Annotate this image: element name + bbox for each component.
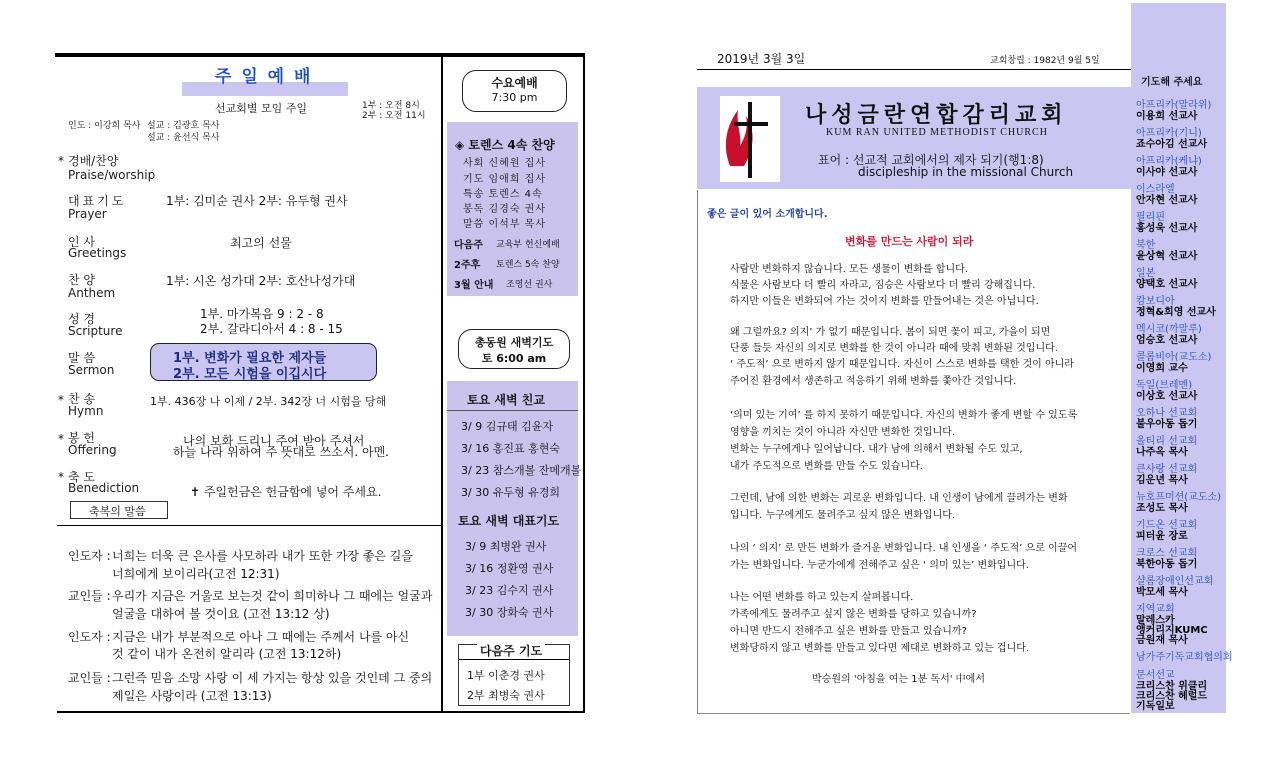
wednesday-title: 수요예배 — [491, 76, 538, 90]
reading-line: 지금은 내가 부분적으로 아나 그 때에는 주께서 나를 아신 — [112, 630, 410, 644]
motto-en: discipleship in the missional Church — [858, 165, 1074, 179]
order-item-en: Offering — [68, 443, 117, 457]
prayer-location: 오하나 선교회 — [1136, 408, 1198, 419]
order-item-en: Benediction — [68, 481, 140, 495]
prayer-missionary: 피터윤 장로 — [1136, 531, 1188, 542]
prayer-missionary: 안자현 선교사 — [1136, 195, 1198, 206]
next-prayer-title: 다음주 기도 — [477, 642, 545, 659]
cross-flame-icon — [720, 96, 780, 182]
blessing-rule — [57, 525, 441, 526]
service-time-2: 2부 : 오전 11시 — [362, 111, 426, 121]
top-rule — [55, 53, 585, 57]
offering-line-1: 나의 보화 드리니 주여 받아 주셔서 — [183, 434, 365, 448]
essay-line: ‘의미 있는 기여’ 를 하지 못하기 때문입니다. 자신의 변화가 좋게 변할 수 있도록 — [730, 410, 1078, 421]
order-item-en: Prayer — [68, 207, 107, 221]
essay-line: 가족에게도 물려주고 싶지 않은 변화를 당하고 있습니까? — [730, 609, 977, 620]
dawn-prayer-pill — [458, 329, 570, 369]
order-mark: * — [58, 154, 64, 168]
prayer-location: 일본 — [1136, 268, 1156, 279]
order-item-ko: 성 경 — [68, 312, 95, 326]
scripture-2: 2부. 갈라디아서 4 : 8 - 15 — [200, 322, 343, 336]
prayer-location: 독일(브레멘) — [1136, 380, 1193, 391]
prayer-missionary: 죠수아김 선교사 — [1136, 139, 1208, 150]
hymns: 1부. 436장 나 이제 / 2부. 342장 너 시험을 당해 — [150, 395, 387, 408]
prayer-missionary: 박모세 목사 — [1136, 587, 1188, 598]
sermon-title-box — [150, 343, 377, 381]
order-item-ko: 대표기도 — [68, 194, 127, 208]
essay-line: 영향을 끼치는 것이 아니라 자신만 변화한 것입니다. — [730, 427, 956, 438]
dawn-time: 토 6:00 am — [481, 352, 547, 365]
prayer-missionary: 김운년 목사 — [1136, 475, 1188, 486]
founded-date: 교회창립 : 1982년 9월 5일 — [990, 56, 1100, 66]
order-item-ko: 봉 헌 — [68, 431, 95, 445]
schedule-value: 토렌스 5속 찬양 — [496, 260, 560, 270]
order-mark: * — [58, 470, 64, 484]
essay-bottom-border — [697, 713, 1130, 714]
prayer-missionary: 나주옥 목사 — [1136, 447, 1188, 458]
schedule-key: 2주후 — [454, 260, 481, 271]
order-item-en: Hymn — [68, 404, 104, 418]
reading-line: 것 같이 내가 온전히 알리라 (고전 13:12하) — [112, 647, 342, 661]
prayer-missionary: 이사야 선교사 — [1136, 167, 1198, 178]
essay-line: 왜 그럴까요? 의지’ 가 없기 때문입니다. 봄이 되면 꽃이 피고, 가을이 되면 — [730, 327, 1051, 338]
prayer-location: 큰사랑 선교회 — [1136, 464, 1198, 475]
prayer-location: 캄보디아 — [1136, 296, 1175, 307]
prayer-missionary: 크리스찬 위클리 — [1136, 681, 1208, 692]
order-mark: * — [58, 393, 64, 407]
essay-line: 변화당하지 않고 변화를 만들고 있다면 제대로 변화하고 있는 겁니다. — [730, 643, 1030, 654]
essay-line: 식물은 사람보다 더 빨리 자라고, 짐승은 사람보다 더 빨리 강해집니다. — [730, 280, 1036, 291]
prayer-missionary: 조성도 목사 — [1136, 503, 1188, 514]
greeting-title: 최고의 선물 — [230, 236, 292, 250]
prayer-leaders: 1부: 김미순 권사 2부: 유두형 권사 — [166, 194, 348, 208]
prayer-missionary: 이용희 선교사 — [1136, 111, 1198, 122]
order-item-en: Anthem — [68, 286, 116, 300]
sermon-title-1: 1부. 변화가 필요한 제자들 — [173, 351, 327, 366]
blessing-label: 축복의 말씀 — [89, 505, 146, 518]
saturday-row: 3/ 30 유두형 유경희 — [461, 486, 560, 499]
reading-line: 얼굴을 대하여 볼 것이요 (고전 13:12 상) — [112, 607, 330, 621]
order-item-en: Greetings — [68, 246, 127, 260]
order-item-en: Sermon — [68, 363, 115, 377]
service-time-1: 1부 : 오전 8시 — [362, 101, 420, 111]
leader: 인도 : 이강희 목사 — [68, 121, 141, 131]
essay-line: 하지만 이들은 변화되어 가는 것이지 변화를 만들어내는 것은 아닙니다. — [730, 296, 1039, 307]
district-row: 봉독 김경숙 권사 — [463, 204, 546, 215]
saturday-title: 토요 새벽 친교 — [467, 393, 545, 407]
saturday-prayer-row: 3/ 23 김수지 권사 — [465, 584, 554, 597]
reading-line: 너희에게 보이리라(고전 12:31) — [112, 567, 280, 581]
essay-line: 입니다. 누구에게도 물려주고 싶지 않은 변화입니다. — [730, 510, 956, 521]
saturday-prayer-row: 3/ 30 장화숙 권사 — [465, 606, 554, 619]
essay-line: ‘ 주도적’ 으로 변하지 않기 때문입니다. 자신이 스스로 변화를 택한 것이 아니라 — [730, 359, 1074, 370]
reading-line: 너희는 더욱 큰 은사를 사모하라 내가 또한 가장 좋은 길을 — [112, 549, 413, 563]
prayer-location: 지역교회 — [1136, 604, 1175, 615]
dawn-title: 총동원 새벽기도 — [474, 336, 554, 349]
page-title: 주 일 예 배 — [215, 67, 313, 87]
essay-line: 그런데, 남에 의한 변화는 괴로운 변화입니다. 내 인생이 남에게 끌려가는 변화 — [730, 493, 1068, 504]
prayer-missionary: 북한아동 돕기 — [1136, 559, 1198, 570]
prayer-location: 콜롬비아(교도소) — [1136, 352, 1212, 363]
essay-line: 내가 주도적으로 변화를 만들 수도 있습니다. — [730, 461, 923, 472]
next-prayer-box — [458, 644, 570, 706]
prayer-location: 멕시코(까말루) — [1136, 324, 1202, 335]
service-name: 선교회별 모임 주일 — [215, 102, 308, 115]
prayer-missionary: 불우아동 돕기 — [1136, 419, 1198, 430]
saturday-prayer-row: 3/ 9 최병완 권사 — [465, 540, 547, 553]
preacher-2: 설교 : 윤선식 목사 — [147, 133, 220, 143]
saturday-rule — [447, 410, 578, 411]
prayer-location: 샬롬장애인선교회 — [1136, 576, 1214, 587]
essay-line: 나의 ‘ 의지’ 로 만든 변화가 즐거운 변화입니다. 내 인생을 ‘ 주도적’ 으로 이끌어 — [730, 543, 1078, 554]
prayer-title: 기도해 주세요 — [1141, 77, 1203, 88]
essay-line: 아니면 반드시 전해주고 싶은 변화를 만들고 있습니까? — [730, 626, 967, 637]
preacher-1: 설교 : 김광호 목사 — [147, 121, 220, 131]
saturday-row: 3/ 16 홍진표 홍현숙 — [461, 442, 560, 455]
bottom-rule — [57, 711, 585, 713]
order-item-ko: 인 사 — [68, 235, 95, 249]
essay-left-border — [697, 190, 698, 714]
prayer-location: 문서선교 — [1136, 670, 1175, 681]
district-row: 말씀 이석부 목사 — [463, 219, 546, 230]
order-item-ko: 찬 양 — [68, 273, 95, 287]
wednesday-time: 7:30 pm — [491, 91, 538, 104]
prayer-missionary: 양택호 선교사 — [1136, 279, 1198, 290]
prayer-location: 아프리카(기니) — [1136, 128, 1202, 139]
district-row: 사회 신혜원 집사 — [463, 158, 546, 169]
prayer-missionary: 앵커리지KUMC — [1136, 625, 1208, 636]
prayer-missionary: 정혁&희영 선교사 — [1136, 307, 1216, 318]
order-item-ko: 경배/찬양 — [68, 154, 119, 168]
saturday-row: 3/ 9 김규태 김윤자 — [461, 420, 553, 433]
right-edge-rule — [583, 57, 585, 713]
prayer-missionary: 금원재 목사 — [1136, 635, 1188, 646]
district-row: 특송 토렌스 4속 — [463, 189, 543, 200]
district-title: ◈ 토렌스 4속 찬양 — [455, 138, 555, 152]
schedule-key: 다음주 — [454, 240, 483, 251]
prayer-missionary: 홍성욱 선교사 — [1136, 223, 1198, 234]
prayer-missionary: 기독일보 — [1136, 701, 1175, 712]
prayer-location: 올티리 선교회 — [1136, 436, 1198, 447]
prayer-missionary: 이상호 선교사 — [1136, 391, 1198, 402]
essay-line: 사람만 변화하지 않습니다. 모든 생물이 변화를 합니다. — [730, 264, 968, 275]
date-rule — [697, 69, 1131, 70]
date: 2019년 3월 3일 — [717, 52, 806, 66]
reading-line: 제일은 사랑이라 (고전 13:13) — [112, 689, 272, 703]
blessing-label-box — [70, 501, 168, 519]
order-item-en: Scripture — [68, 324, 123, 338]
prayer-missionary: 엄승호 선교사 — [1136, 335, 1198, 346]
order-item-ko: 축 도 — [68, 470, 95, 484]
essay-line: 주어진 환경에서 생존하고 적응하기 위해 변화를 쫓아간 것입니다. — [730, 376, 1017, 387]
essay-intro: 좋은 글이 있어 소개합니다. — [707, 209, 828, 220]
motto-ko: 표어 : 선교적 교회에서의 제자 되기(행1:8) — [818, 153, 1044, 167]
prayer-location: 아프리카(케냐) — [1136, 156, 1202, 167]
reader-role: 교인들 : — [68, 671, 111, 685]
prayer-missionary: 이영희 교수 — [1136, 363, 1188, 374]
essay-title: 변화를 만드는 사람이 되라 — [845, 235, 974, 248]
reader-role: 인도자 : — [68, 630, 111, 644]
essay-line: 단풍 들듯 자신의 의지로 변화를 한 것이 아니라 때에 맞춰 변화된 것입니다. — [730, 343, 1058, 354]
prayer-location: 남가주기독교회협의회 — [1136, 652, 1233, 663]
prayer-location: 북한 — [1136, 240, 1156, 251]
church-logo — [720, 96, 780, 182]
prayer-location: 뉴호프미션(교도소) — [1136, 492, 1222, 503]
essay-source: 박승원의 '아침을 여는 1분 독서' 中에서 — [812, 674, 985, 685]
prayer-location: 필리핀 — [1136, 212, 1165, 223]
prayer-location: 아프리카(말라위) — [1136, 100, 1212, 111]
scripture-1: 1부. 마가복음 9 : 2 - 8 — [200, 307, 324, 321]
prayer-missionary: 말레스카 — [1136, 615, 1175, 626]
order-item-en: Praise/worship — [68, 168, 156, 182]
schedule-value: 조영선 권사 — [506, 280, 553, 290]
offering-line-2: 하늘 나라 위하여 주 뜻대로 쓰소서. 아멘. — [173, 445, 389, 459]
next-prayer-row: 1부 이춘경 권사 — [467, 669, 545, 682]
order-item-ko: 찬 송 — [68, 392, 95, 406]
sermon-title-2: 2부. 모든 시험을 이깁시다 — [173, 367, 327, 382]
saturday-prayer-row: 3/ 16 정환영 권사 — [465, 562, 554, 575]
prayer-location: 이스라엘 — [1136, 184, 1175, 195]
offering-note: ✝ 주일헌금은 헌금함에 넣어 주세요. — [190, 485, 382, 499]
schedule-key: 3월 안내 — [454, 280, 494, 291]
prayer-missionary: 윤상혁 선교사 — [1136, 251, 1198, 262]
wednesday-service-pill — [462, 70, 567, 112]
schedule-value: 교육부 헌신예배 — [496, 240, 560, 250]
church-name-en: KUM RAN UNITED METHODIST CHURCH — [826, 127, 1048, 138]
prayer-location: 크로스 선교회 — [1136, 548, 1198, 559]
next-prayer-row: 2부 최병숙 권사 — [467, 689, 545, 702]
prayer-missionary: 크리스찬 헤럴드 — [1136, 691, 1208, 702]
church-name-ko: 나성금란연합감리교회 — [805, 103, 1068, 128]
anthem-choirs: 1부: 시온 성가대 2부: 호산나성가대 — [166, 274, 356, 288]
saturday-prayer-title: 토요 새벽 대표기도 — [458, 514, 560, 528]
order-mark: * — [58, 432, 64, 446]
prayer-location: 기드온 선교회 — [1136, 520, 1198, 531]
order-item-ko: 말 씀 — [68, 351, 95, 365]
reader-role: 교인들 : — [68, 589, 111, 603]
reader-role: 인도자 : — [68, 549, 111, 563]
next-prayer-rule — [459, 659, 569, 660]
reading-line: 그런즉 믿음 소망 사랑 이 세 가지는 항상 있을 것인데 그 중의 — [112, 671, 433, 685]
essay-line: 가는 변화입니다. 누군가에게 전해주고 싶은 ‘ 의미 있는’ 변화입니다. — [730, 560, 1029, 571]
district-row: 기도 임애희 집사 — [463, 174, 546, 185]
essay-line: 나는 어떤 변화를 하고 있는지 살펴봅니다. — [730, 592, 914, 603]
column-divider — [441, 57, 443, 713]
reading-line: 우리가 지금은 거울로 보는것 같이 희미하나 그 때에는 얼굴과 — [112, 589, 433, 603]
saturday-row: 3/ 23 참스개볼 잔메개볼 — [461, 464, 582, 477]
essay-line: 변화는 누구에게나 일어납니다. 내가 남에 의해서 변화될 수도 있고, — [730, 444, 1023, 455]
